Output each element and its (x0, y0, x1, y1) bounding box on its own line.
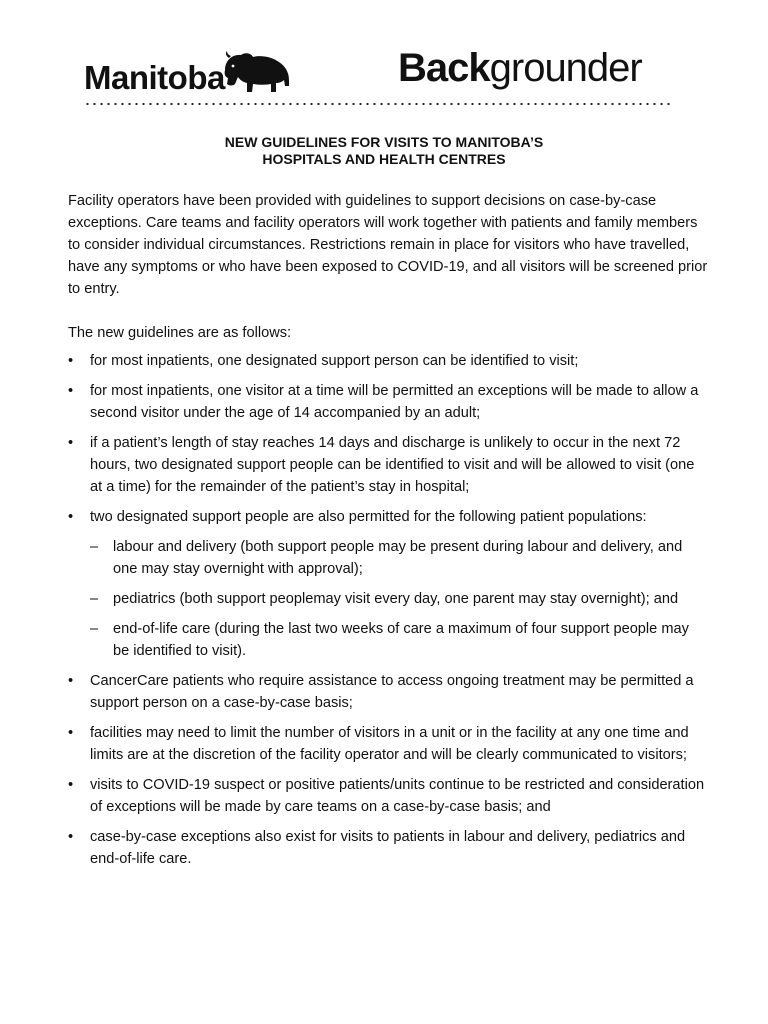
backgrounder-wordmark (398, 48, 642, 88)
sub-list-item: – pediatrics (both support peoplemay visit every day, one parent may stay overnight); and (90, 588, 708, 610)
list-item: • CancerCare patients who require assistance to access ongoing treatment may be permitted a support person on a case-by-case basis; (68, 670, 708, 714)
logo-text: Manitoba (84, 59, 225, 96)
intro-paragraph: Facility operators have been provided with guidelines to support decisions on case-by-case exceptions. Care teams and facility operators will work together with patients and family members to consider individual circumstances. Restrictions remain in place for visitors who have travelled, have any symptoms or who have been exposed to COVID-19, and all visitors will be screened prior to entry. (68, 193, 708, 297)
document-title (0, 134, 768, 168)
sub-list-item: – labour and delivery (both support people may be present during labour and delivery, and one may stay overnight with approval); (90, 536, 708, 580)
list-item: • facilities may need to limit the number of visitors in a unit or in the facility at any one time and limits are at the discretion of the facility operator and will be clearly communicated to visitors; (68, 722, 708, 766)
list-item: • if a patient’s length of stay reaches 14 days and discharge is unlikely to occur in the next 72 hours, two designated support people can be identified to visit and will be allowed to visit (one at a time) for the remainder of the patient’s stay in hospital; (68, 432, 708, 498)
guidelines-intro: The new guidelines are as follows: (68, 325, 292, 341)
list-item: • for most inpatients, one designated support person can be identified to visit; (68, 350, 708, 372)
sub-list (90, 536, 708, 662)
bison-icon (219, 50, 293, 96)
backgrounder-light: grounder (489, 46, 642, 90)
document-body (68, 190, 708, 878)
title-line-1: NEW GUIDELINES FOR VISITS TO MANITOBA’S (224, 134, 544, 150)
backgrounder-bold: Back (398, 46, 490, 90)
guidelines-list (68, 350, 708, 870)
title-line-2: HOSPITALS AND HEALTH CENTRES (262, 151, 506, 167)
list-item-text: two designated support people are also permitted for the following patient populations: (90, 509, 647, 525)
manitoba-logo (84, 50, 293, 94)
page-header (84, 44, 672, 110)
dotted-divider (84, 102, 672, 106)
list-item: • for most inpatients, one visitor at a time will be permitted an exceptions will be made to allow a second visitor under the age of 14 accompanied by an adult; (68, 380, 708, 424)
list-item-populations (68, 506, 708, 662)
list-item: • case-by-case exceptions also exist for visits to patients in labour and delivery, pediatrics and end-of-life care. (68, 826, 708, 870)
list-item: • visits to COVID-19 suspect or positive patients/units continue to be restricted and consideration of exceptions will be made by care teams on a case-by-case basis; and (68, 774, 708, 818)
sub-list-item: – end-of-life care (during the last two weeks of care a maximum of four support people may be identified to visit). (90, 618, 708, 662)
